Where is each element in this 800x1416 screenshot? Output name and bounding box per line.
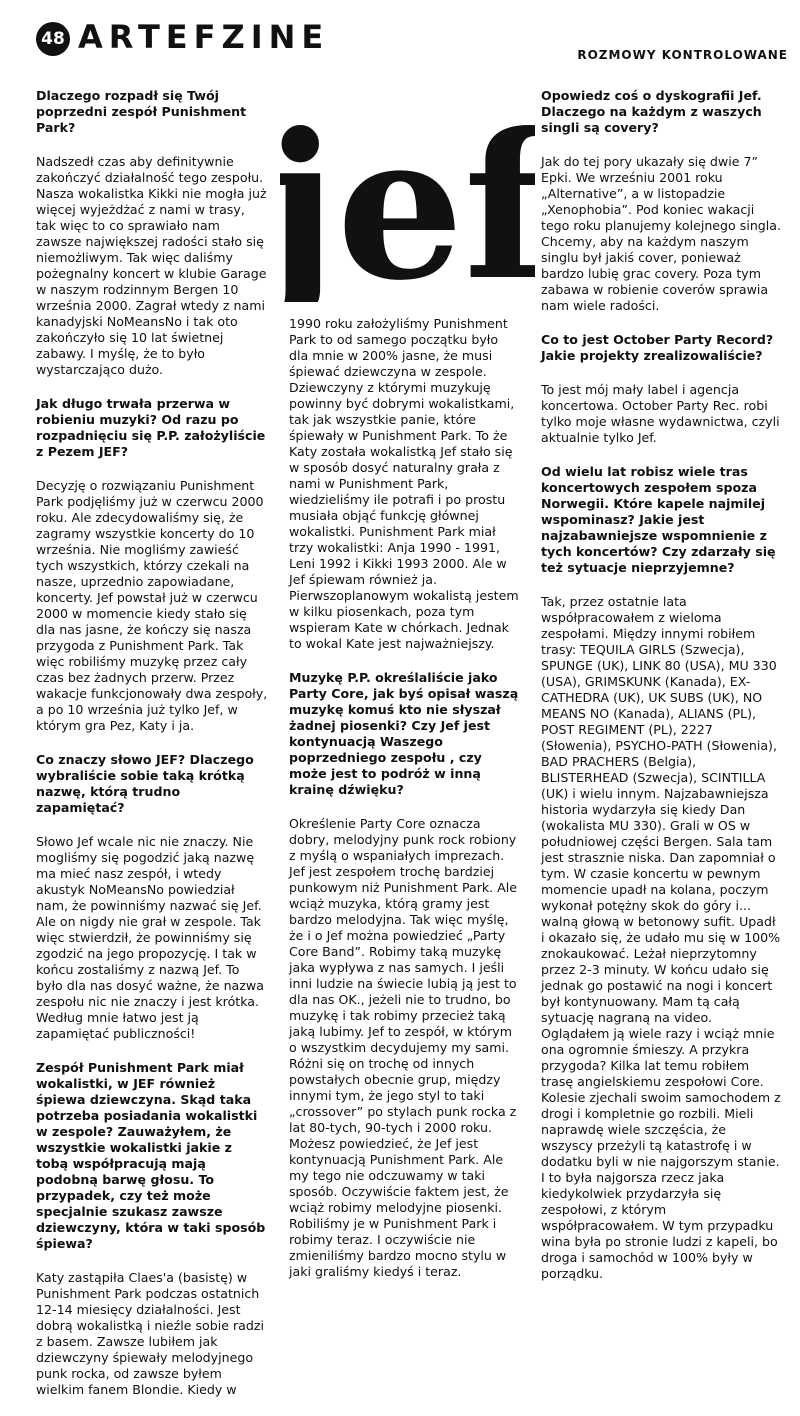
- column-left: [36, 88, 268, 1416]
- interview-question: Jak długo trwała przerwa w robieniu muzyki? Od razu po rozpadnięciu się P.P. założyliście z Pezem JEF?: [36, 396, 266, 459]
- interview-answer: Słowo Jef wcale nic nie znaczy. Nie mogliśmy się pogodzić jaką nazwę ma mieć nasz zespół, i wtedy akustyk NoMeansNo powiedział nam, że powinniśmy nazwać się Jef. Ale on nigdy nie grał w zespole. Tak więc stwierdził, że powinniśmy się zgodzić na jego propozycję. I tak w końcu zostaliśmy z nazwą Jef. To było dla nas dosyć ważne, że nazwa zespołu nic nie znaczy i jest krótka. Według mnie łatwo jest ją zapamiętać publiczności!: [36, 834, 264, 1041]
- band-logo: [280, 112, 535, 302]
- interview-question: Zespół Punishment Park miał wokalistki, w JEF również śpiewa dziewczyna. Skąd taka potrzeba posiadania wokalistki w zespole? Zauważyłem, że wszystkie wokalistki jakie z tobą współpracują mają podobną barwę głosu. To przypadek, czy też może specjalnie szukasz zawsze dziewczyny, która w taki sposób śpiewa?: [36, 1060, 266, 1251]
- interview-answer: Nadszedł czas aby definitywnie zakończyć działalność tego zespołu. Nasza wokalistka Kikki nie mogła już więcej wyjeżdżać z nami w trasy, tak więc to co sprawiało nam zawsze największej radości stało się niemożliwym. Tak więc daliśmy pożegnalny koncert w klubie Garage w naszym rodzinnym Bergen 10 września 2000. Zagrał wtedy z nami kanadyjski NoMeansNo i tak oto zakończyło się 10 lat świetnej zabawy. I myślę, że to było wystarczająco dużo.: [36, 154, 267, 377]
- zine-title: ARTEFZINE: [78, 18, 330, 56]
- interview-question: Muzykę P.P. określaliście jako Party Core, jak byś opisał waszą muzykę komuś kto nie słyszał żadnej piosenki? Czy Jef jest kontynuacją Waszego poprzedniego zespołu , czy może jest to podróż w inną krainę dźwięku?: [289, 670, 519, 797]
- interview-answer: Decyzję o rozwiązaniu Punishment Park podjęliśmy już w czerwcu 2000 roku. Ale zdecydowaliśmy się, że zagramy wszystkie koncerty do 10 września. Nie mogliśmy zawieść tych wszystkich, którzy czekali na nasze, uprzednio zapowiadane, koncerty. Jef powstał już w czerwcu 2000 w momencie kiedy stało się dla nas jasne, że kończy się nasza przygoda z Punishment Park. Tak więc robiliśmy muzykę przez cały czas bez żadnych przerw. Przez wakacje funkcjonowały dwa zespoły, a po 10 września już tylko Jef, w którym gra Pez, Katy i ja.: [36, 478, 268, 733]
- page-header: [0, 0, 800, 60]
- interview-question: Dlaczego rozpadł się Twój poprzedni zespół Punishment Park?: [36, 88, 247, 135]
- interview-answer: Katy zastąpiła Claes'a (basistę) w Punishment Park podczas ostatnich 12-14 miesięcy działalności. Jest dobrą wokalistką i nieźle sobie radzi z basem. Zawsze lubiłem jak dziewczyny śpiewały melodyjnego punk rocka, od zawsze byłem wielkim fanem Blondie. Kiedy w: [36, 1270, 264, 1397]
- page-number: 48: [36, 22, 70, 56]
- interview-answer: Tak, przez ostatnie lata współpracowałem z wieloma zespołami. Między innymi robiłem trasy: TEQUILA GIRLS (Szwecja), SPUNGE (UK), LINK 80 (USA), MU 330 (USA), GRIMSKUNK (Kanada), EX-CATHEDRA (UK), UK SUBS (UK), NO MEANS NO (Kanada), ALIANS (PL), POST REGIMENT (PL), 2227 (Słowenia), PSYCHO-PATH (Słowenia), BAD PRACHERS (Belgia), BLISTERHEAD (Szwecja), SCINTILLA (UK) i wielu innym. Najzabawniejsza historia wydarzyła się kiedy Dan (wokalista MU 330). Grali w OS w południowej części Bergen. Sala tam jest strasznie niska. Dan zapomniał o tym. W czasie koncertu w pewnym momencie upadł na kolana, poczym wykonał potężny skok do góry i... walną głową w betonowy sufit. Upadł i okazało się, że udało mu się w 100% znokaukować. Leżał nieprzytomny przez 2-3 minuty. W końcu udało się jednak go postawić na nogi i koncert był kontynuowany. Mam tą całą sytuację nagraną na video. Oglądałem ją wiele razy i wciąż mnie ona ogromnie śmieszy. A przykra przygoda? Kilka lat temu robiłem trasę angielskiemu zespołowi Core. Kolesie zjechali swoim samochodem z drogi i kompletnie go rozbili. Mieli naprawdę wiele szczęścia, że wszyscy przeżyli tą katastrofę i w dodatku byli w nie najgorszym stanie. I to była najgorsza rzecz jaka kiedykolwiek przydarzyła się zespołowi, z którym współpracowałem. W tym przypadku wina była po stronie ludzi z kapeli, bo droga i samochód w 100% były w porządku.: [541, 594, 781, 1281]
- column-right: [541, 88, 781, 1300]
- interview-question: Od wielu lat robisz wiele tras koncertowych zespołem spoza Norwegii. Które kapele najmilej wspominasz? Jakie jest najzabawniejsze wspomnienie z tych koncertów? Czy zdarzały się też sytuacje nieprzyjemne?: [541, 464, 776, 575]
- logo-text: jef: [280, 112, 535, 302]
- column-middle: [289, 316, 521, 1298]
- interview-question: Co znaczy słowo JEF? Dlaczego wybraliście sobie taką krótką nazwę, którą trudno zapamiętać?: [36, 752, 254, 815]
- interview-answer: Określenie Party Core oznacza dobry, melodyjny punk rock robiony z myślą o wspaniałych imprezach. Jef jest zespołem trochę bardziej punkowym niż Punishment Park. Ale wciąż muzyka, którą gramy jest bardzo melodyjna. Tak więc myślę, że i o Jef można powiedzieć „Party Core Band”. Robimy taką muzykę jaka wypływa z nas samych. I jeśli inni ludzie na świecie lubią ją jest to dla nas OK., jeżeli nie to trudno, bo muzykę i tak robimy przecież taką jaką lubimy. Jef to zespół, w którym o wszystkim decydujemy my sami. Różni się on trochę od innych powstałych obecnie grup, między innymi tym, że jego styl to taki „crossover” po stylach punk rocka z lat 80-tych, 90-tych i 2000 roku. Możesz powiedzieć, że Jef jest kontynuacją Punishment Park. Ale my tego nie odczuwamy w taki sposób. Oczywiście faktem jest, że wciąż robimy melodyjne piosenki. Robiliśmy je w Punishment Park i robimy teraz. I oczywiście nie zmieniliśmy bardzo mocno stylu w jaki graliśmy kiedyś i teraz.: [289, 816, 518, 1279]
- interview-question: Co to jest October Party Record? Jakie projekty zrealizowaliście?: [541, 332, 774, 363]
- interview-answer: 1990 roku założyliśmy Punishment Park to od samego początku było dla mnie w 200% jasne, że musi śpiewać dziewczyna w zespole. Dziewczyny z którymi muzykuję powinny być dobrymi wokalistkami, tak jak wszystkie panie, które śpiewały w Punishment Park. To że Katy została wokalistką Jef stało się w sposób dosyć naturalny grała z nami w Punishment Park, wiedzieliśmy ile potrafi i po prostu musiała objąć funkcję głównej wokalistki. Punishment Park miał trzy wokalistki: Anja 1990 - 1991, Leni 1992 i Kikki 1993 2000. Ale w Jef śpiewam również ja. Pierwszoplanowym wokalistą jestem w kilku piosenkach, poza tym wspieram Kate w chórkach. Jednak to wokal Kate jest najważniejszy.: [289, 316, 519, 651]
- interview-question: Opowiedz coś o dyskografii Jef. Dlaczego na każdym z waszych singli są covery?: [541, 88, 762, 135]
- interview-answer: Jak do tej pory ukazały się dwie 7” Epki. We wrześniu 2001 roku „Alternative”, a w listopadzie „Xenophobia”. Pod koniec wakacji tego roku planujemy kolejnego singla. Chcemy, aby na każdym naszym singlu był jakiś cover, ponieważ bardzo lubię grac covery. Poza tym zabawa w robienie coverów sprawia nam wiele radości.: [541, 154, 782, 313]
- interview-answer: To jest mój mały label i agencja koncertowa. October Party Rec. robi tylko moje własne wydawnictwa, czyli aktualnie tylko Jef.: [541, 382, 780, 445]
- section-label: ROZMOWY KONTROLOWANE: [577, 48, 788, 62]
- jef-logo-graphic: [280, 112, 535, 302]
